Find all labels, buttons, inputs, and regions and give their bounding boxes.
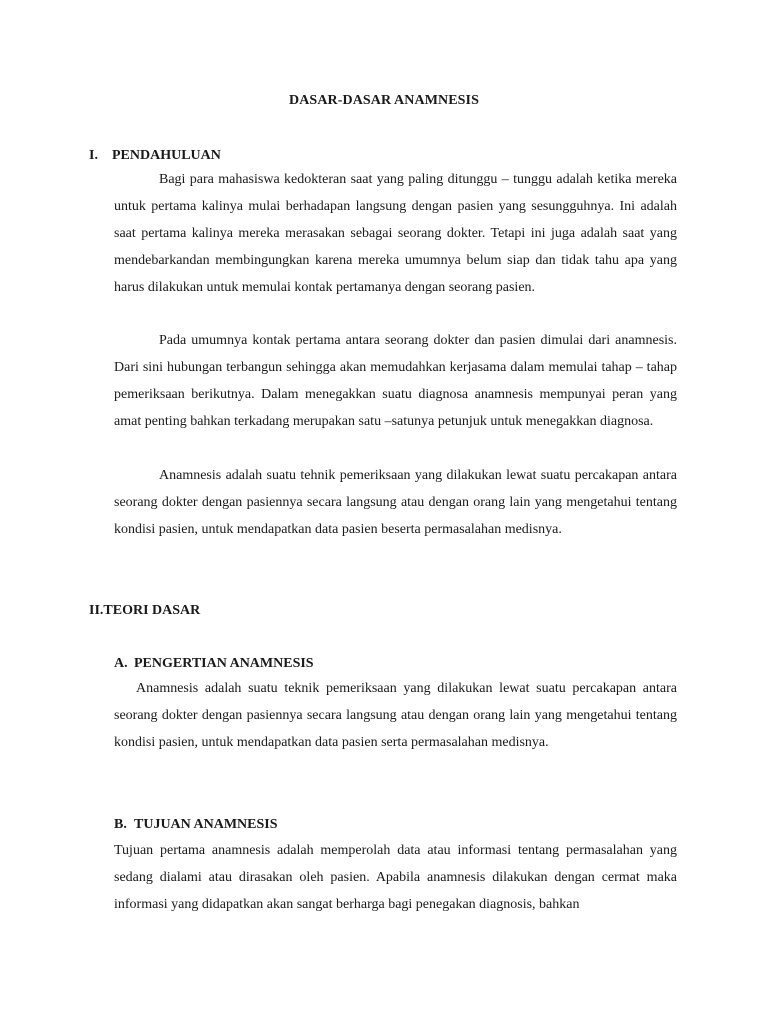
subsection-heading-tujuan — [114, 817, 278, 833]
paragraph: Tujuan pertama anamnesis adalah memperolah data atau informasi tentang permasalahan yang sedang dialami atau dirasakan oleh pasien. Apabila anamnesis dilakukan dengan cermat maka informasi yang didapatkan akan sangat berharga bagi penegakan diagnosis, bahkan — [114, 843, 677, 912]
section-number: I. — [89, 148, 98, 163]
paragraph: Anamnesis adalah suatu tehnik pemeriksaan yang dilakukan lewat suatu percakapan antara seorang dokter dengan pasiennya secara langsung atau dengan orang lain yang mengetahui tentang kondisi pasien, untuk mendapatkan data pasien beserta permasalahan medisnya. — [114, 468, 677, 537]
document-title: DASAR-DASAR ANAMNESIS — [289, 93, 479, 108]
paragraph: Anamnesis adalah suatu teknik pemeriksaan yang dilakukan lewat suatu percakapan antara seorang dokter dengan pasiennya secara langsung atau dengan orang lain yang mengetahui tentang kondisi pasien, untuk mendapatkan data pasien serta permasalahan medisnya. — [114, 681, 677, 750]
section-heading-pendahuluan — [89, 148, 221, 164]
subsection-number: A. — [114, 656, 128, 671]
paragraph: Pada umumnya kontak pertama antara seorang dokter dan pasien dimulai dari anamnesis. Dari sini hubungan terbangun sehingga akan memudahkan kerjasama dalam memulai tahap – tahap pemeriksaan berikutnya. Dalam menegakkan suatu diagnosa anamnesis mempunyai peran yang amat penting bahkan terkadang merupakan satu –satunya petunjuk untuk menegakkan diagnosa. — [114, 333, 677, 429]
subsection-heading-pengertian — [114, 656, 314, 672]
section-heading-teori-dasar: II.TEORI DASAR — [89, 603, 201, 618]
subsection-heading-text: PENGERTIAN ANAMNESIS — [134, 656, 314, 671]
paragraph: Bagi para mahasiswa kedokteran saat yang paling ditunggu – tunggu adalah ketika mereka untuk pertama kalinya mulai berhadapan langsung dengan pasien yang sesungguhnya. Ini adalah saat pertama kalinya mereka merasakan sebagai seorang dokter. Tetapi ini juga adalah saat yang mendebarkandan membingungkan karena mereka umumnya belum siap dan tidak tahu apa yang harus dilakukan untuk memulai kontak pertamanya dengan seorang pasien. — [114, 172, 677, 295]
subsection-heading-text: TUJUAN ANAMNESIS — [134, 817, 278, 832]
subsection-number: B. — [114, 817, 127, 832]
section-heading-text: PENDAHULUAN — [112, 148, 221, 163]
